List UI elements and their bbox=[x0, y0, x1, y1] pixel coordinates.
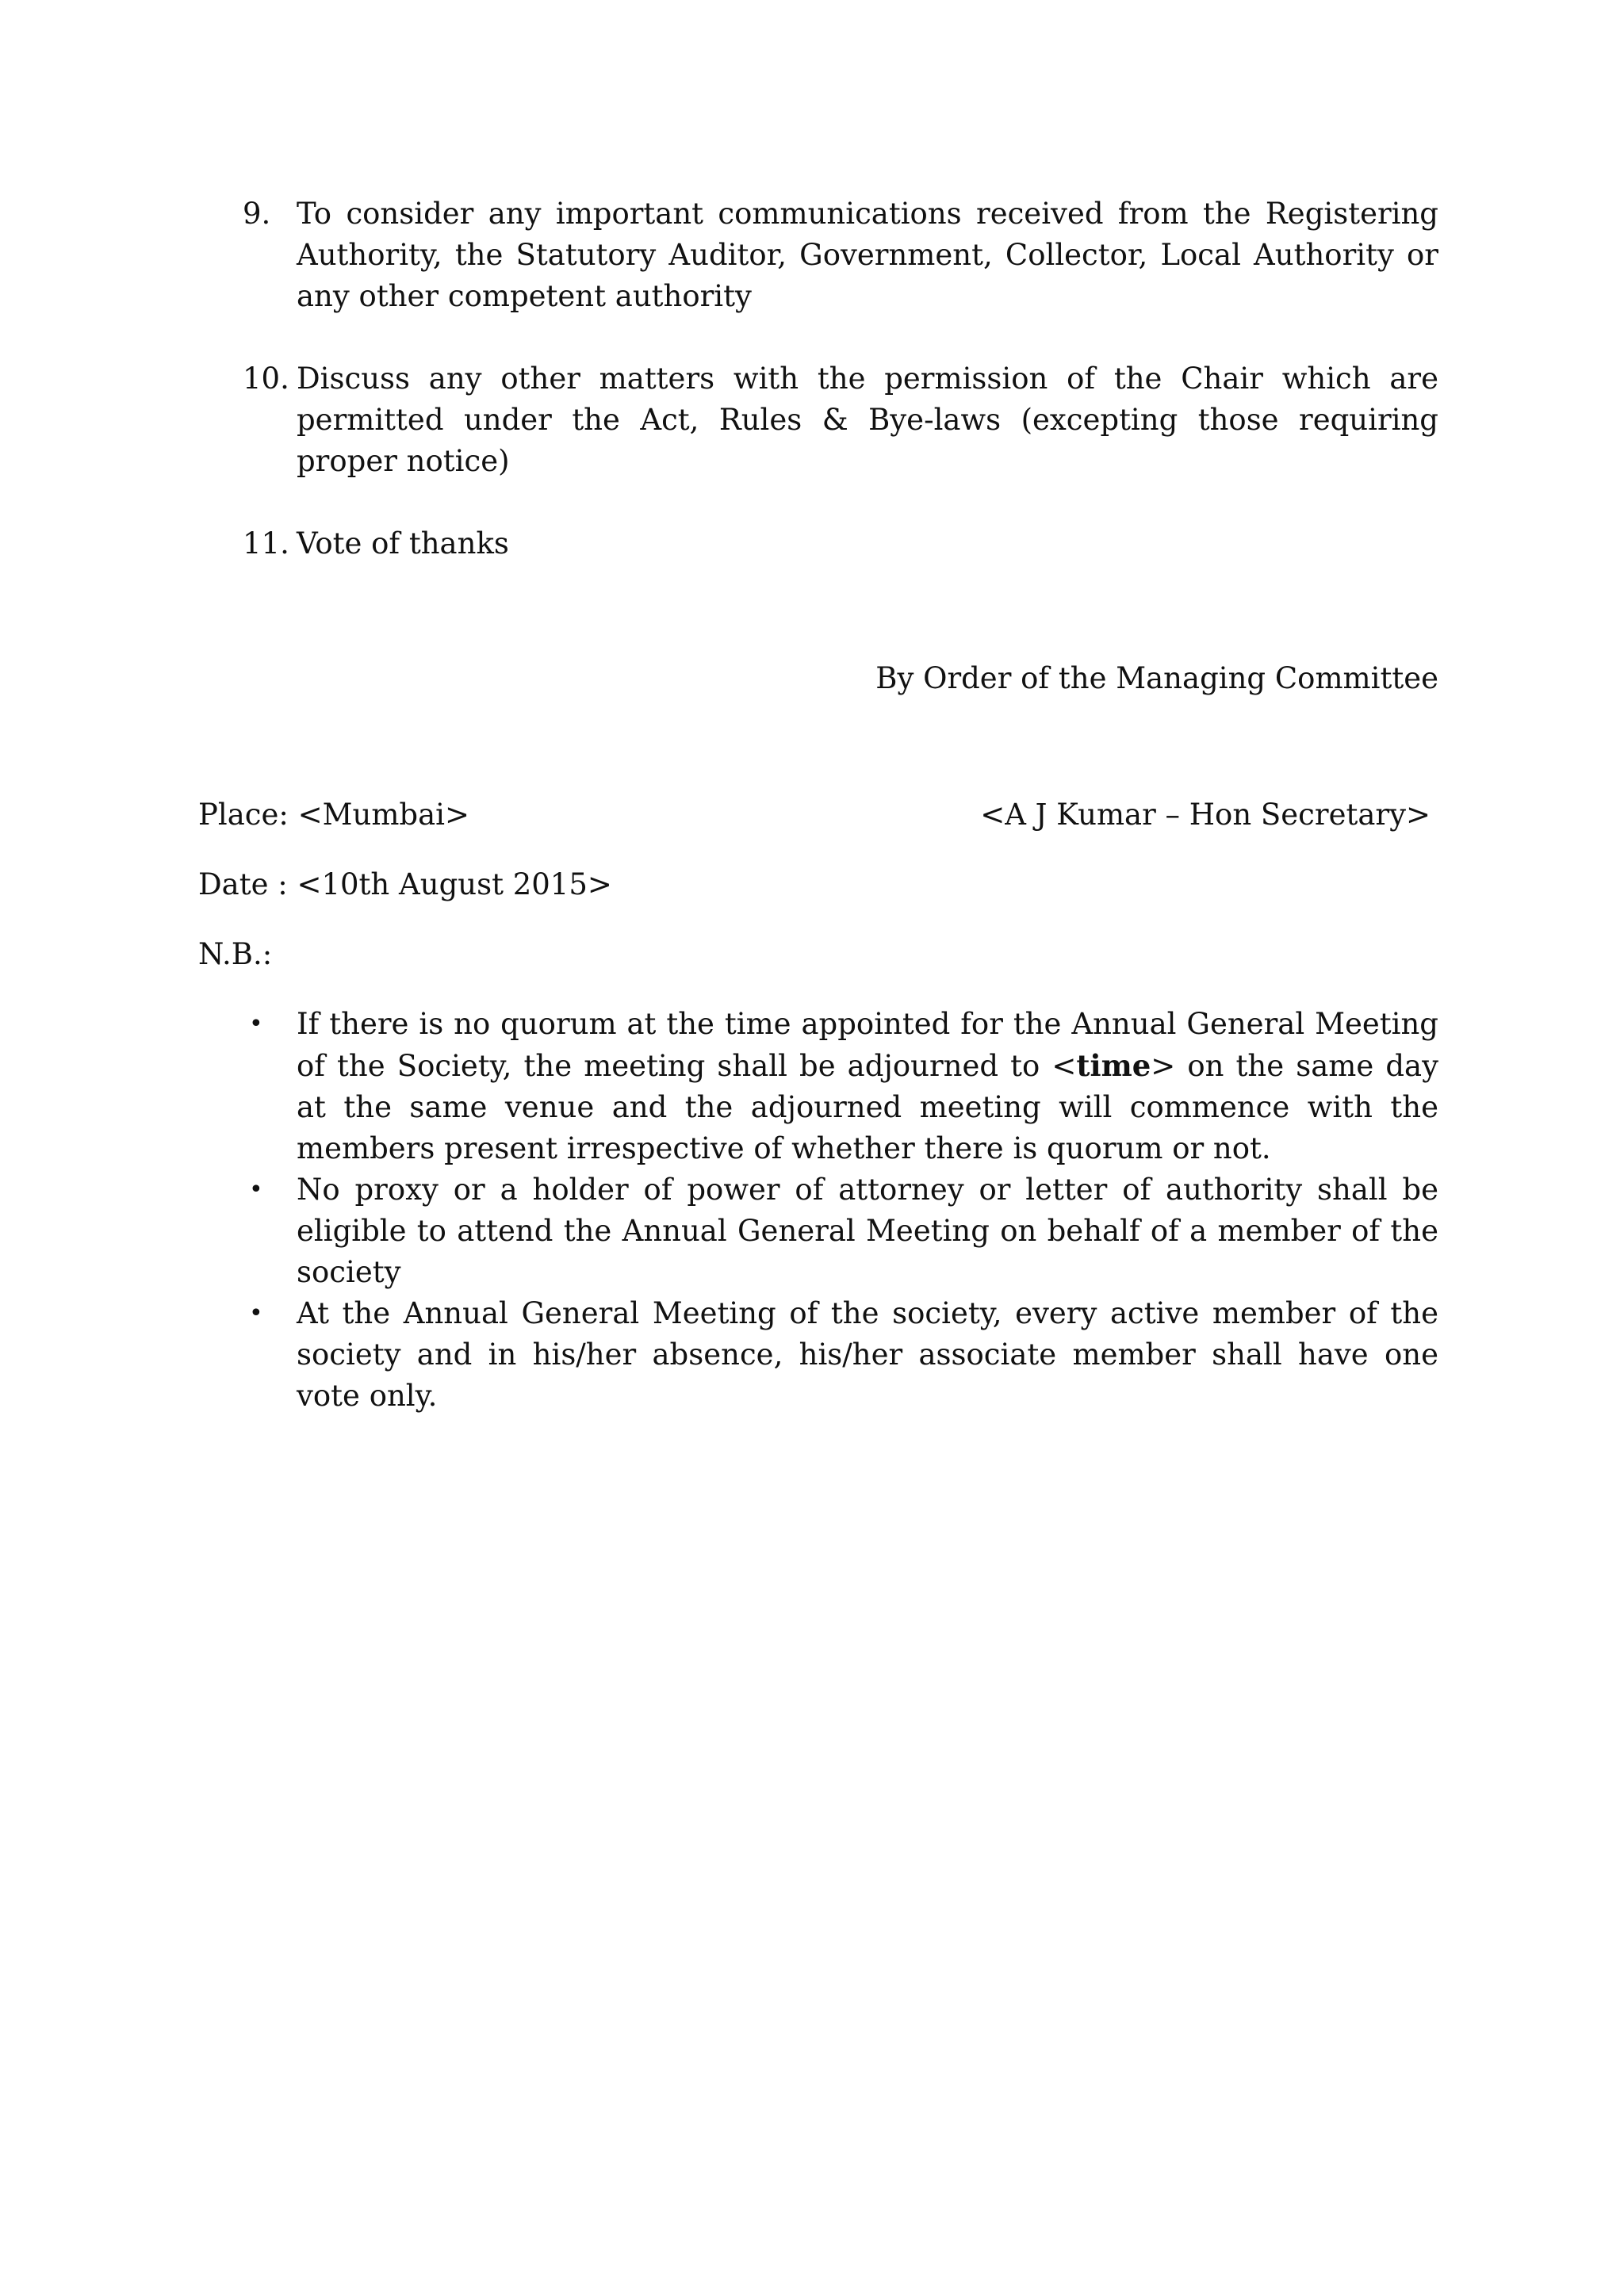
note-text: At the Annual General Meeting of the society, every active member of the society and in his/her absence, his/her associate member shall have one vote only. bbox=[297, 1296, 1438, 1413]
agenda-item-text: Vote of thanks bbox=[297, 526, 509, 561]
agenda-item-9 bbox=[243, 193, 1438, 317]
agenda-item-text: Discuss any other matters with the permission of the Chair which are permitted under the Act, Rules & Bye-laws (excepting those requiring proper notice) bbox=[297, 362, 1438, 478]
agenda-item-11 bbox=[243, 523, 1438, 564]
signatory-line: <A J Kumar – Hon Secretary> bbox=[980, 798, 1431, 832]
bullet-icon: • bbox=[249, 1176, 263, 1203]
bullet-icon: • bbox=[249, 1010, 263, 1038]
agenda-item-number: 9. bbox=[243, 197, 271, 231]
place-line: Place: <Mumbai> bbox=[198, 798, 470, 832]
note-text: No proxy or a holder of power of attorney or letter of authority shall be eligible to attend the Annual General Meeting on behalf of a member of the society bbox=[297, 1173, 1438, 1289]
note-text-part: If there is no quorum at the time appointed for the Annual General Meeting of the Society, the meeting shall be adjourned to < bbox=[297, 1007, 1438, 1083]
nb-label: N.B.: bbox=[198, 937, 273, 971]
agenda-item-number: 11. bbox=[243, 526, 289, 561]
note-text-part: > on the same day at the same venue and the adjourned meeting will commence with the members present irrespective of whether there is quorum or not. bbox=[297, 1049, 1438, 1165]
note-item-proxy bbox=[243, 1169, 1438, 1293]
agenda-item-10 bbox=[243, 358, 1438, 482]
agenda-list bbox=[243, 193, 1438, 606]
note-text bbox=[297, 1004, 1438, 1169]
order-line: By Order of the Managing Committee bbox=[875, 661, 1438, 695]
note-item-quorum bbox=[243, 1004, 1438, 1169]
agenda-item-number: 10. bbox=[243, 362, 289, 396]
time-placeholder: time bbox=[1076, 1048, 1151, 1083]
note-item-vote bbox=[243, 1293, 1438, 1417]
bullet-icon: • bbox=[249, 1299, 263, 1327]
agenda-item-text: To consider any important communications received from the Registering Authority, the Statutory Auditor, Government, Collector, Local Authority or any other competent authority bbox=[297, 197, 1438, 313]
date-line: Date : <10th August 2015> bbox=[198, 867, 612, 901]
notes-list bbox=[243, 1004, 1438, 1417]
